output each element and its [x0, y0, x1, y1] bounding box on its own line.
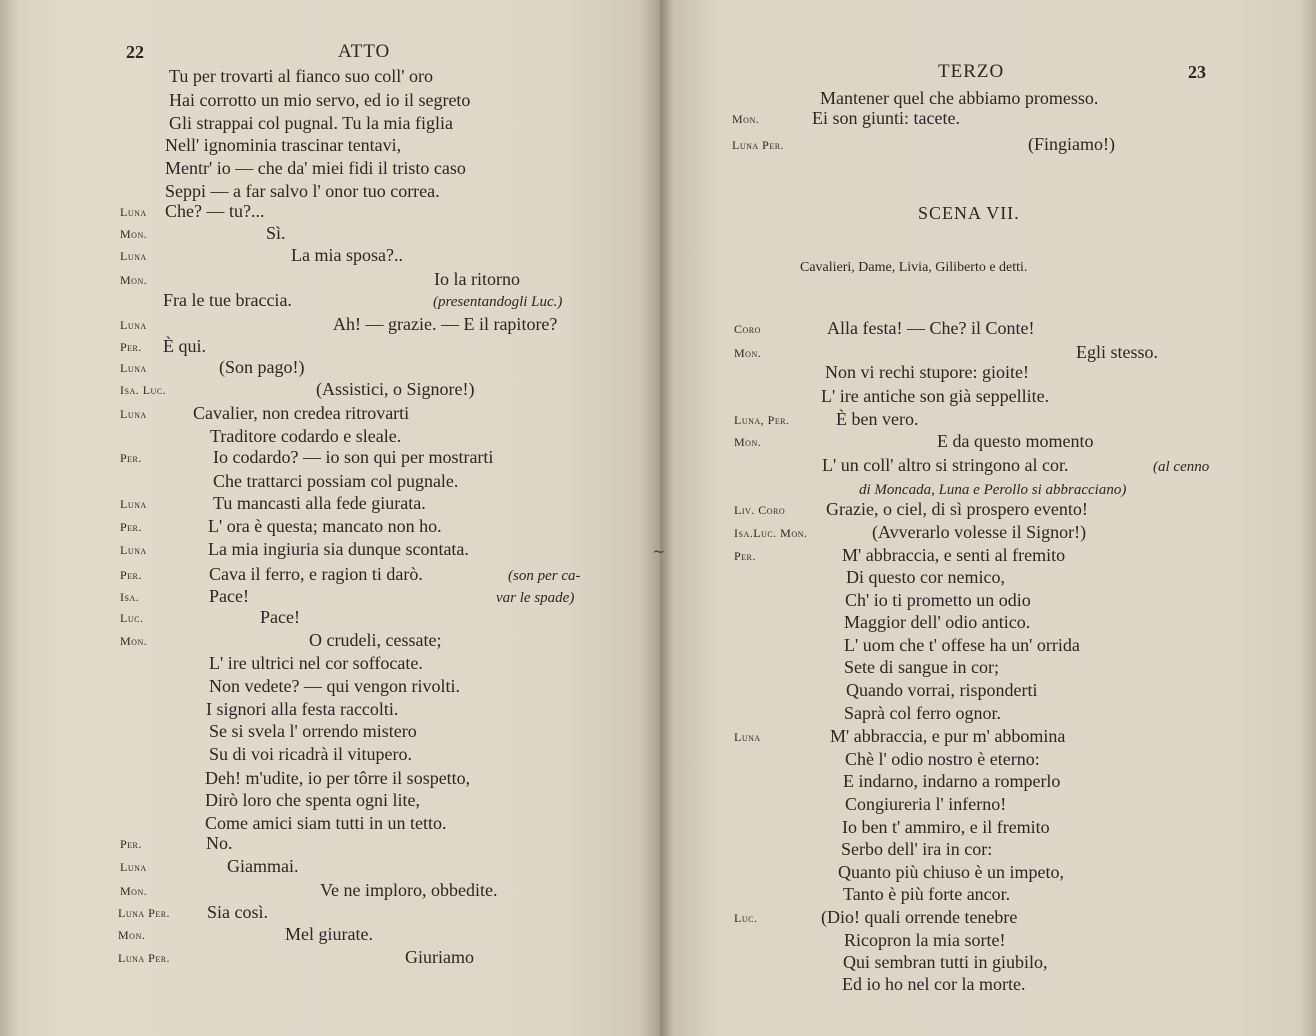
stage-direction: di Moncada, Luna e Perollo si abbracciano): [859, 482, 1127, 498]
speaker-label: Per.: [734, 549, 756, 563]
verse-line: Hai corrotto un mio servo, ed io il segreto: [169, 90, 471, 110]
speaker-label: Per.: [120, 340, 142, 354]
verse-line: Egli stesso.: [1076, 342, 1159, 362]
verse-line: O crudeli, cessate;: [309, 630, 442, 650]
speaker-label: Luna: [120, 318, 147, 332]
verse-line: Dirò loro che spenta ogni lite,: [205, 790, 420, 810]
scene-title: SCENA VII.: [918, 203, 1020, 223]
speaker-label: Luna: [120, 361, 147, 375]
verse-line: Ed io ho nel cor la morte.: [842, 974, 1026, 994]
verse-line: È qui.: [163, 336, 206, 356]
speaker-label: Luna Per.: [118, 951, 171, 965]
verse-line: Ricopron la mia sorte!: [844, 930, 1006, 950]
verse-line: Nell' ignominia trascinar tentavi,: [165, 135, 402, 155]
speaker-label: Luna: [120, 543, 147, 557]
speaker-label: Mon.: [120, 884, 148, 898]
verse-line: Ei son giunti: tacete.: [812, 108, 960, 128]
verse-line: Che? — tu?...: [165, 201, 265, 221]
verse-line: (Son pago!): [219, 357, 305, 377]
speaker-label: Luna: [120, 860, 147, 874]
verse-line: Chè l' odio nostro è eterno:: [845, 749, 1040, 769]
speaker-label: Per.: [120, 568, 142, 582]
verse-line: Sete di sangue in cor;: [844, 657, 999, 677]
stage-direction: (son per ca-: [508, 568, 581, 584]
verse-line: L' un coll' altro si stringono al cor.: [822, 455, 1069, 475]
verse-line: M' abbraccia, e senti al fremito: [842, 545, 1066, 565]
verse-line: Tanto è più forte ancor.: [843, 884, 1011, 904]
verse-line: Congiureria l' inferno!: [845, 794, 1007, 814]
speaker-label: Per.: [120, 837, 142, 851]
verse-line: Serbo dell' ira in cor:: [841, 839, 993, 859]
verse-line: Giammai.: [227, 856, 299, 876]
verse-line: Seppi — a far salvo l' onor tuo correa.: [165, 181, 440, 201]
verse-line: L' uom che t' offese ha un' orrida: [844, 635, 1080, 655]
verse-line: Io codardo? — io son qui per mostrarti: [213, 447, 494, 467]
left-page-number: 22: [126, 42, 144, 62]
stage-direction: (al cenno: [1153, 459, 1210, 475]
verse-line: (Dio! quali orrende tenebre: [821, 907, 1018, 927]
verse-line: (Avverarlo volesse il Signor!): [872, 522, 1087, 542]
speaker-label: Mon.: [120, 634, 148, 648]
speaker-label: Per.: [120, 520, 142, 534]
verse-line: Giuriamo: [405, 947, 474, 967]
speaker-label: Mon.: [120, 273, 148, 287]
verse-line: La mia sposa?..: [291, 245, 403, 265]
verse-line: Su di voi ricadrà il vitupero.: [209, 744, 412, 764]
verse-line: Non vi rechi stupore: gioite!: [825, 362, 1029, 382]
verse-line: Non vedete? — qui vengon rivolti.: [209, 676, 460, 696]
right-page: [660, 0, 1316, 1036]
verse-line: È ben vero.: [836, 409, 919, 429]
speaker-label: Mon.: [732, 112, 760, 126]
verse-line: E da questo momento: [937, 431, 1094, 451]
verse-line: Mentr' io — che da' miei fidi il tristo caso: [165, 158, 466, 178]
speaker-label: Luna: [120, 497, 147, 511]
verse-line: I signori alla festa raccolti.: [206, 699, 399, 719]
verse-line: Tu per trovarti al fianco suo coll' oro: [169, 66, 434, 86]
speaker-label: Mon.: [120, 227, 148, 241]
speaker-label: Luna Per.: [732, 138, 785, 152]
left-running-head: ATTO: [338, 41, 391, 62]
stage-direction: (presentandogli Luc.): [433, 294, 563, 310]
speaker-label: Luna: [120, 407, 147, 421]
verse-line: Saprà col ferro ognor.: [844, 703, 1001, 723]
speaker-label: Mon.: [734, 346, 762, 360]
verse-line: Pace!: [260, 607, 300, 627]
verse-line: Mel giurate.: [285, 924, 373, 944]
verse-line: Sia così.: [207, 902, 268, 922]
verse-line: Traditore codardo e sleale.: [210, 426, 402, 446]
speaker-label: Luc.: [120, 611, 144, 625]
speaker-label: Luna: [120, 249, 147, 263]
scene-characters: Cavalieri, Dame, Livia, Giliberto e detti.: [800, 260, 1028, 275]
verse-line: Maggior dell' odio antico.: [844, 612, 1031, 632]
speaker-label: Mon.: [118, 928, 146, 942]
verse-line: Cavalier, non credea ritrovarti: [193, 403, 410, 423]
speaker-label: Luna: [734, 730, 761, 744]
verse-line: Io la ritorno: [434, 269, 520, 289]
verse-line: Tu mancasti alla fede giurata.: [213, 493, 426, 513]
verse-line: M' abbraccia, e pur m' abbomina: [830, 726, 1066, 746]
speaker-label: Mon.: [734, 435, 762, 449]
verse-line: No.: [206, 833, 233, 853]
verse-line: Mantener quel che abbiamo promesso.: [820, 88, 1099, 108]
verse-line: E indarno, indarno a romperlo: [843, 771, 1061, 791]
verse-line: Cava il ferro, e ragion ti darò.: [209, 564, 423, 584]
verse-line: Che trattarci possiam col pugnale.: [213, 471, 459, 491]
verse-line: (Fingiamo!): [1028, 134, 1115, 154]
verse-line: Ch' io ti prometto un odio: [845, 590, 1031, 610]
speaker-label: Luna, Per.: [734, 413, 790, 427]
speaker-label: Per.: [120, 451, 142, 465]
verse-line: (Assistici, o Signore!): [316, 379, 475, 399]
right-page-number: 23: [1188, 62, 1206, 82]
verse-line: Quanto più chiuso è un impeto,: [838, 862, 1064, 882]
verse-line: Pace!: [209, 586, 249, 606]
verse-line: Grazie, o ciel, di sì prospero evento!: [826, 499, 1088, 519]
verse-line: La mia ingiuria sia dunque scontata.: [208, 539, 469, 559]
gutter-ornament: ~: [652, 542, 666, 561]
verse-line: Ve ne imploro, obbedite.: [320, 880, 498, 900]
verse-line: Alla festa! — Che? il Conte!: [827, 318, 1035, 338]
verse-line: Deh! m'udite, io per tôrre il sospetto,: [205, 768, 471, 788]
verse-line: Ah! — grazie. — E il rapitore?: [333, 314, 558, 334]
verse-line: Se si svela l' orrendo mistero: [209, 721, 417, 741]
verse-line: Quando vorrai, risponderti: [846, 680, 1038, 700]
verse-line: L' ora è questa; mancato non ho.: [208, 516, 442, 536]
speaker-label: Liv. Coro: [734, 503, 786, 517]
verse-line: Qui sembran tutti in giubilo,: [843, 952, 1048, 972]
verse-line: Gli strappai col pugnal. Tu la mia figlia: [169, 113, 453, 133]
speaker-label: Coro: [734, 322, 761, 336]
speaker-label: Isa.Luc. Mon.: [734, 526, 808, 540]
stage-direction: var le spade): [496, 590, 575, 606]
verse-line: Come amici siam tutti in un tetto.: [205, 813, 447, 833]
speaker-label: Luc.: [734, 911, 758, 925]
verse-line: L' ire antiche son già seppellite.: [821, 386, 1050, 406]
speaker-label: Luna: [120, 205, 147, 219]
verse-line: Di questo cor nemico,: [846, 567, 1005, 587]
speaker-label: Luna Per.: [118, 906, 171, 920]
speaker-label: Isa. Luc.: [120, 383, 167, 397]
verse-line: Sì.: [266, 223, 286, 243]
right-running-head: TERZO: [938, 61, 1005, 82]
speaker-label: Isa.: [120, 590, 140, 604]
verse-line: Fra le tue braccia.: [163, 290, 292, 310]
verse-line: Io ben t' ammiro, e il fremito: [842, 817, 1050, 837]
verse-line: L' ire ultrici nel cor soffocate.: [209, 653, 423, 673]
